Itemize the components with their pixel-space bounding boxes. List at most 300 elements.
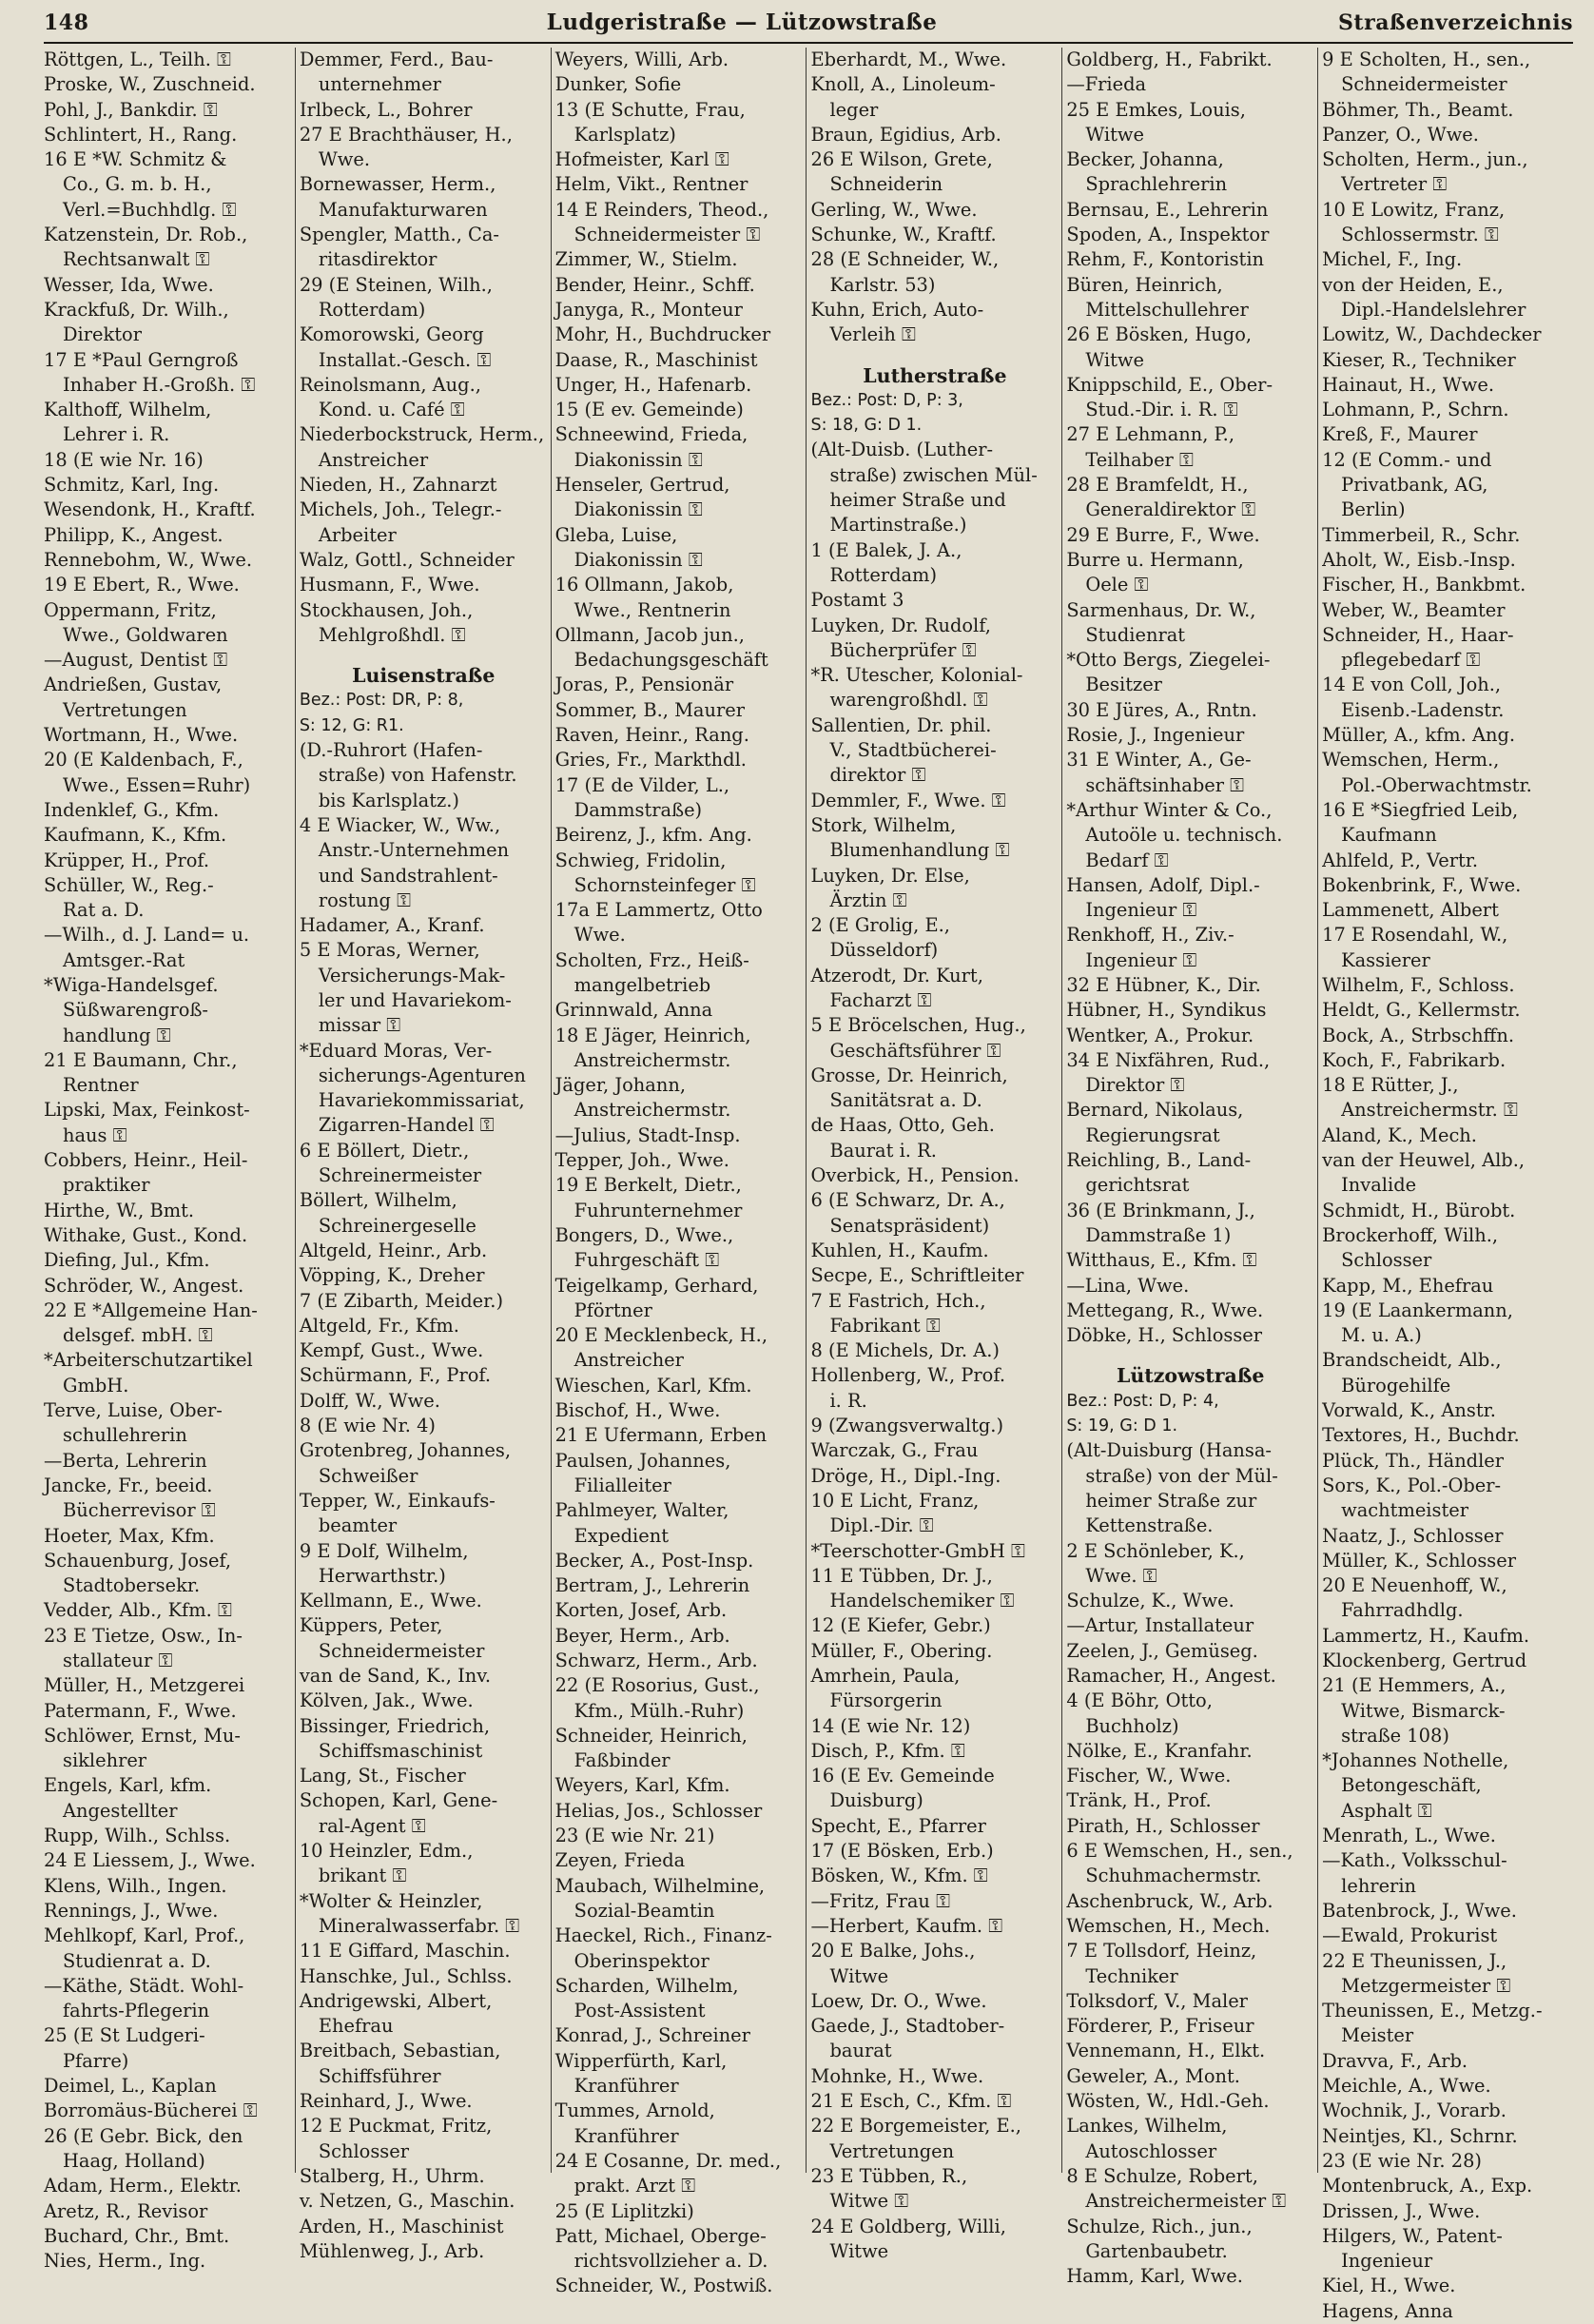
directory-entry: 5 E Bröcelschen, Hug., [810, 1014, 1026, 1037]
entry-continuation: praktiker [63, 1174, 150, 1197]
entry-continuation: Bücherprüfer ⚿ [829, 638, 977, 661]
directory-entry: Warczak, G., Frau [810, 1439, 979, 1462]
directory-entry: 2 E Schönleber, K., [1066, 1539, 1245, 1562]
directory-entry: Mettegang, R., Wwe. [1066, 1299, 1264, 1321]
directory-entry: 22 E *Allgemeine Han- [44, 1299, 258, 1321]
directory-entry: Bertram, J., Lehrerin [554, 1574, 750, 1597]
entry-continuation: bis Karlsplatz.) [318, 789, 459, 811]
directory-entry: Wemschen, Herm., [1322, 749, 1500, 771]
entry-continuation: GmbH. [63, 1374, 129, 1396]
entry-continuation: ler und Havariekom- [318, 988, 512, 1011]
directory-entry: —Julius, Stadt-Insp. [554, 1123, 741, 1146]
directory-entry: —Fritz, Frau ⚿ [810, 1889, 950, 1912]
entry-continuation: Ehefrau [318, 2015, 394, 2038]
entry-continuation: Pfarre) [63, 2049, 129, 2072]
directory-entry: 10 E Lowitz, Franz, [1322, 198, 1506, 221]
directory-entry: Pahlmeyer, Walter, [554, 1499, 729, 1522]
entry-continuation: Autoöle u. technisch. [1085, 824, 1283, 847]
entry-continuation: straße) zwischen Mül- [829, 463, 1038, 486]
directory-entry: Sommer, B., Maurer [554, 698, 745, 721]
directory-entry: Niederbockstruck, Herm., [299, 423, 545, 446]
directory-entry: Dolff, W., Wwe. [299, 1389, 440, 1412]
directory-entry: Theunissen, E., Metzg.- [1322, 2000, 1543, 2022]
directory-entry: Tepper, W., Einkaufs- [299, 1489, 496, 1512]
entry-continuation: Angestellter [63, 1799, 178, 1822]
directory-entry: Müller, K., Schlosser [1322, 1549, 1516, 1572]
directory-entry: Hamm, Karl, Wwe. [1066, 2265, 1243, 2288]
entry-continuation: Vertretungen [829, 2139, 955, 2162]
directory-entry: Braun, Egidius, Arb. [810, 123, 1001, 146]
directory-entry: Rennings, J., Wwe. [44, 1899, 219, 1922]
directory-entry: 11 E Tübben, Dr. J., [810, 1564, 993, 1587]
directory-entry: 21 (E Hemmers, A., [1322, 1674, 1507, 1697]
directory-entry: Burre u. Hermann, [1066, 548, 1244, 571]
directory-entry: Lankes, Wilhelm, [1066, 2115, 1228, 2138]
entry-continuation: Fürsorgerin [829, 1689, 943, 1712]
entry-continuation: Metzgermeister ⚿ [1341, 1974, 1511, 1997]
directory-entry: Bösken, W., Kfm. ⚿ [810, 1865, 988, 1887]
directory-entry: Hofmeister, Karl ⚿ [554, 148, 729, 171]
directory-entry: 20 E Mecklenbeck, H., [554, 1324, 768, 1347]
entry-continuation: Rat a. D. [63, 899, 145, 922]
directory-entry: 25 (E St Ludgeri- [44, 2024, 205, 2047]
directory-entry: Rennebohm, W., Wwe. [44, 548, 253, 571]
directory-entry: Korten, Josef, Arb. [554, 1599, 728, 1622]
column-1 [44, 48, 295, 2273]
entry-continuation: heimer Straße und [829, 489, 1006, 512]
directory-entry: Plück, Th., Händler [1322, 1449, 1505, 1472]
entry-continuation: Mittelschullehrer [1085, 298, 1249, 321]
directory-entry: Schmidt, H., Bürobt. [1322, 1199, 1516, 1221]
directory-entry: Wortmann, H., Wwe. [44, 724, 239, 747]
entry-continuation: Faßbinder [573, 1749, 671, 1772]
directory-entry: Pohl, J., Bankdir. ⚿ [44, 98, 218, 121]
entry-continuation: Post-Assistent [573, 2000, 706, 2022]
directory-entry: Nieden, H., Zahnarzt [299, 474, 497, 497]
directory-entry: Mehlkopf, Karl, Prof., [44, 1924, 245, 1947]
entry-continuation: Kfm., Mülh.-Ruhr) [573, 1699, 745, 1722]
directory-entry: Gries, Fr., Markthdl. [554, 749, 747, 771]
directory-entry: Hadamer, A., Kranf. [299, 914, 485, 937]
directory-entry: Hoeter, Max, Kfm. [44, 1524, 215, 1547]
entry-continuation: Fuhrgeschäft ⚿ [573, 1249, 719, 1272]
entry-continuation: Sanitätsrat a. D. [829, 1089, 982, 1112]
directory-entry: Arden, H., Maschinist [299, 2215, 504, 2237]
directory-entry: 23 E Tübben, R., [810, 2164, 968, 2187]
directory-entry: 20 E Balke, Johs., [810, 1940, 976, 1963]
entry-continuation: schäftsinhaber ⚿ [1085, 773, 1244, 796]
entry-continuation: Verl.=Buchhdlg. ⚿ [63, 198, 237, 221]
directory-entry: Philipp, K., Angest. [44, 523, 224, 546]
directory-entry: Koch, F., Fabrikarb. [1322, 1048, 1507, 1071]
directory-entry: 16 Ollmann, Jakob, [554, 574, 734, 596]
entry-continuation: Stud.-Dir. i. R. ⚿ [1085, 399, 1238, 421]
entry-continuation: Schornsteinfeger ⚿ [573, 873, 756, 896]
directory-entry: 24 E Liessem, J., Wwe. [44, 1849, 256, 1872]
directory-entry: Mohnke, H., Wwe. [810, 2064, 984, 2087]
entry-continuation: Kassierer [1341, 948, 1430, 971]
directory-entry: Schneider, W., Postwiß. [554, 2275, 773, 2297]
directory-entry: Bischof, H., Wwe. [554, 1399, 721, 1422]
directory-entry: Lammertz, H., Kaufm. [1322, 1624, 1530, 1647]
entry-continuation: Wwe., Essen=Ruhr) [63, 773, 251, 796]
directory-entry: 4 (E Böhr, Otto, [1066, 1689, 1213, 1712]
directory-entry: Raven, Heinr., Rang. [554, 724, 749, 747]
directory-entry: Becker, Johanna, [1066, 148, 1224, 171]
entry-continuation: siklehrer [63, 1749, 147, 1772]
directory-entry: 15 (E ev. Gemeinde) [554, 399, 744, 421]
entry-continuation: brikant ⚿ [318, 1865, 407, 1887]
directory-entry: Heldt, G., Kellermstr. [1322, 999, 1521, 1022]
directory-entry: Kempf, Gust., Wwe. [299, 1339, 484, 1362]
directory-entry: Kaufmann, K., Kfm. [44, 824, 227, 847]
directory-entry: Helm, Vikt., Rentner [554, 173, 748, 196]
entry-continuation: Ingenieur ⚿ [1085, 899, 1197, 922]
directory-entry: 17a E Lammertz, Otto [554, 899, 763, 922]
entry-continuation: Wwe. [573, 924, 626, 947]
entry-continuation: Eisenb.-Ladenstr. [1341, 698, 1505, 721]
directory-entry: Deimel, L., Kaplan [44, 2075, 217, 2098]
directory-entry: Menrath, L., Wwe. [1322, 1825, 1496, 1847]
directory-entry: Wemschen, H., Mech. [1066, 1914, 1271, 1937]
directory-entry: 9 (Zwangsverwaltg.) [810, 1415, 1004, 1437]
directory-entry: Wipperfürth, Karl, [554, 2049, 728, 2072]
directory-entry: Daase, R., Maschinist [554, 348, 758, 371]
directory-entry: Aretz, R., Revisor [44, 2199, 208, 2222]
directory-entry: 31 E Winter, A., Ge- [1066, 749, 1252, 771]
directory-entry: 19 E Berkelt, Dietr., [554, 1174, 742, 1197]
directory-entry: 4 E Wiacker, W., Ww., [299, 813, 501, 836]
column-6 [1317, 48, 1573, 2322]
entry-continuation: Blumenhandlung ⚿ [829, 839, 1010, 862]
directory-entry: Kellmann, E., Wwe. [299, 1590, 482, 1612]
column-2 [295, 48, 551, 2262]
directory-entry: Bock, A., Strbschffn. [1322, 1024, 1514, 1046]
directory-entry: 12 (E Kiefer, Gebr.) [810, 1614, 991, 1637]
entry-continuation: Wwe., Rentnerin [573, 598, 731, 621]
entry-continuation: Kaufmann [1341, 824, 1437, 847]
directory-entry: Michels, Joh., Telegr.- [299, 498, 502, 521]
directory-entry: Wesendonk, H., Kraftf. [44, 498, 256, 521]
directory-entry: 20 E Neuenhoff, W., [1322, 1574, 1507, 1597]
directory-entry: *R. Utescher, Kolonial- [810, 664, 1023, 687]
directory-entry: Nies, Herm., Ing. [44, 2250, 206, 2273]
directory-entry: Tolksdorf, V., Maler [1066, 1989, 1248, 2012]
directory-entry: Lohmann, P., Schrn. [1322, 399, 1509, 421]
directory-entry: 14 E von Coll, Joh., [1322, 674, 1502, 696]
entry-continuation: baurat [829, 2040, 892, 2062]
section-title: Straßenverzeichnis [1338, 10, 1573, 35]
directory-entry: Batenbrock, J., Wwe. [1322, 1899, 1517, 1922]
directory-entry: Specht, E., Pfarrer [810, 1814, 986, 1837]
directory-entry: Bender, Heinr., Schff. [554, 273, 755, 296]
entry-continuation: Studienrat a. D. [63, 1949, 211, 1972]
entry-continuation: Schneiderin [829, 173, 943, 196]
directory-entry: Loew, Dr. O., Wwe. [810, 1989, 987, 2012]
directory-entry: Panzer, O., Wwe. [1322, 123, 1479, 146]
entry-continuation: Schuhmachermstr. [1085, 1865, 1262, 1887]
directory-entry: Beirenz, J., kfm. Ang. [554, 824, 752, 847]
directory-entry: Komorowski, Georg [299, 323, 484, 346]
directory-entry: 17 (E Bösken, Erb.) [810, 1840, 994, 1863]
entry-continuation: M. u. A.) [1341, 1324, 1422, 1347]
entry-continuation: Witwe [829, 1964, 889, 1987]
spacer [1066, 1348, 1314, 1361]
directory-entry: Katzenstein, Dr. Rob., [44, 224, 248, 246]
entry-continuation: leger [829, 98, 879, 121]
directory-entry: Paulsen, Johannes, [554, 1449, 731, 1472]
directory-entry: 10 E Licht, Franz, [810, 1489, 980, 1512]
directory-entry: Döbke, H., Schlosser [1066, 1324, 1263, 1347]
entry-continuation: sicherungs-Agenturen [318, 1064, 526, 1086]
entry-continuation: Berlin) [1341, 498, 1406, 521]
street-heading: Lützowstraße [1116, 1364, 1265, 1388]
directory-entry: Altgeld, Fr., Kfm. [299, 1314, 459, 1337]
directory-entry: Vennemann, H., Elkt. [1066, 2040, 1266, 2062]
street-heading: Lutherstraße [863, 363, 1007, 387]
directory-entry: Weber, W., Beamter [1322, 598, 1506, 621]
header-rule [44, 42, 1573, 44]
directory-entry: 32 E Hübner, K., Dir. [1066, 973, 1261, 996]
entry-continuation: Betongeschäft, [1341, 1774, 1482, 1797]
directory-entry: *Teerschotter-GmbH ⚿ [810, 1539, 1025, 1562]
entry-continuation: Bücherrevisor ⚿ [63, 1499, 216, 1522]
entry-continuation: Invalide [1341, 1174, 1417, 1197]
directory-entry: Schwieg, Fridolin, [554, 849, 727, 871]
district-info: S: 19, G: D 1. [1066, 1416, 1178, 1436]
entry-continuation: Witwe, Bismarck- [1341, 1699, 1506, 1722]
directory-entry: Walz, Gottl., Schneider [299, 548, 515, 571]
directory-entry: 20 (E Kaldenbach, F., [44, 749, 243, 771]
directory-entry: —Ewald, Prokurist [1322, 1924, 1498, 1947]
entry-continuation: Schneidermeister [318, 1639, 485, 1662]
entry-continuation: Buchholz) [1085, 1714, 1179, 1737]
entry-continuation: Kranführer [573, 2075, 679, 2098]
entry-continuation: Wwe. [318, 148, 370, 171]
directory-entry: 34 E Nixfähren, Rud., [1066, 1048, 1271, 1071]
entry-continuation: Pol.-Oberwachtmstr. [1341, 773, 1532, 796]
entry-continuation: Asphalt ⚿ [1341, 1799, 1432, 1822]
entry-continuation: schullehrerin [63, 1424, 187, 1447]
entry-continuation: Anstreicher [318, 448, 429, 471]
directory-entry: Amrhein, Paula, [810, 1665, 961, 1687]
directory-entry: 22 E Theunissen, J., [1322, 1949, 1507, 1972]
directory-entry: —Herbert, Kaufm. ⚿ [810, 1914, 1002, 1937]
directory-entry: Dunker, Sofie [554, 73, 682, 96]
entry-continuation: Dipl.-Handelslehrer [1341, 298, 1526, 321]
entry-continuation: Rotterdam) [829, 563, 938, 586]
page-header [44, 10, 1573, 42]
directory-entry: Drissen, J., Wwe. [1322, 2199, 1481, 2222]
entry-continuation: Pförtner [573, 1299, 652, 1321]
directory-entry: Jäger, Johann, [554, 1074, 686, 1097]
directory-entry: Scharden, Wilhelm, [554, 1974, 739, 1997]
directory-entry: *Eduard Moras, Ver- [299, 1039, 493, 1062]
entry-continuation: Wwe. ⚿ [1085, 1564, 1157, 1587]
entry-continuation: Vertretungen [63, 698, 187, 721]
entry-continuation: Bedarf ⚿ [1085, 849, 1169, 871]
entry-continuation: Kranführer [573, 2124, 679, 2147]
directory-entry: Müller, F., Obering. [810, 1639, 993, 1662]
directory-entry: Rupp, Wilh., Schlss. [44, 1825, 231, 1847]
directory-entry: Schneider, H., Haar- [1322, 623, 1514, 646]
directory-entry: Montenbruck, A., Exp. [1322, 2175, 1533, 2197]
directory-entry: —Wilh., d. J. Land= u. [44, 924, 250, 947]
entry-continuation: haus ⚿ [63, 1123, 127, 1146]
directory-entry: —Frieda [1066, 73, 1147, 96]
directory-entry: 21 E Baumann, Chr., [44, 1048, 238, 1071]
directory-entry: Secpe, E., Schriftleiter [810, 1264, 1024, 1287]
entry-continuation: heimer Straße zur [1085, 1489, 1257, 1512]
directory-entry: Mühlenweg, J., Arb. [299, 2239, 485, 2262]
directory-entry: Breitbach, Sebastian, [299, 2040, 501, 2062]
entry-continuation: Fuhrunternehmer [573, 1199, 743, 1221]
directory-entry: Ahlfeld, P., Vertr. [1322, 849, 1479, 871]
directory-entry: Vorwald, K., Anstr. [1322, 1399, 1496, 1422]
directory-entry: Joras, P., Pensionär [554, 674, 734, 696]
directory-entry: 14 E Reinders, Theod., [554, 198, 769, 221]
directory-entry: —August, Dentist ⚿ [44, 649, 228, 672]
directory-entry: Kapp, M., Ehefrau [1322, 1274, 1494, 1297]
entry-continuation: Amtsger.-Rat [63, 948, 185, 971]
directory-entry: Spengler, Matth., Ca- [299, 224, 499, 246]
entry-continuation: Witwe [1085, 348, 1144, 371]
directory-entry: Knoll, A., Linoleum- [810, 73, 996, 96]
directory-entry: Schulze, K., Wwe. [1066, 1590, 1234, 1612]
directory-entry: Tummes, Arnold, [554, 2099, 715, 2122]
directory-entry: de Haas, Otto, Geh. [810, 1114, 995, 1137]
directory-entry: 16 (E Ev. Gemeinde [810, 1765, 995, 1787]
directory-entry: Buchard, Chr., Bmt. [44, 2224, 230, 2247]
directory-entry: Scholten, Frz., Heiß- [554, 948, 749, 971]
entry-continuation: Diakonissin ⚿ [573, 548, 703, 571]
entry-continuation: Handelschemiker ⚿ [829, 1590, 1015, 1612]
entry-continuation: Herwarthstr.) [318, 1564, 446, 1587]
directory-entry: 1 (E Balek, J. A., [810, 538, 962, 561]
entry-continuation: Lehrer i. R. [63, 423, 170, 446]
directory-entry: Disch, P., Kfm. ⚿ [810, 1739, 965, 1762]
entry-continuation: Autoschlosser [1085, 2139, 1217, 2162]
entry-continuation: Stadtobersekr. [63, 1574, 201, 1597]
directory-entry: Kuhn, Erich, Auto- [810, 298, 984, 321]
directory-entry: 28 (E Schneider, W., [810, 248, 1000, 271]
directory-entry: Beyer, Herm., Arb. [554, 1624, 730, 1647]
directory-entry: Hansen, Adolf, Dipl.- [1066, 873, 1260, 896]
entry-continuation: Geschäftsführer ⚿ [829, 1039, 1001, 1062]
directory-entry: Küppers, Peter, [299, 1614, 443, 1637]
directory-entry: Dröge, H., Dipl.-Ing. [810, 1464, 1001, 1487]
directory-entry: Schwarz, Herm., Arb. [554, 1650, 758, 1671]
directory-entry: Withake, Gust., Kond. [44, 1223, 248, 1246]
entry-continuation: Studienrat [1085, 623, 1186, 646]
entry-continuation: Fahrradhdlg. [1341, 1599, 1464, 1622]
entry-continuation: mangelbetrieb [573, 973, 711, 996]
directory-entry: 17 E *Paul Gerngroß [44, 348, 239, 371]
directory-entry: Zimmer, W., Stielm. [554, 248, 738, 271]
directory-entry: Demmer, Ferd., Bau- [299, 49, 494, 70]
directory-entry: Oppermann, Fritz, [44, 598, 217, 621]
directory-entry: Hagens, Anna [1322, 2299, 1453, 2322]
directory-entry: Timmerbeil, R., Schr. [1322, 523, 1521, 546]
directory-entry: 27 E Brachthäuser, H., [299, 123, 513, 146]
directory-entry: Stockhausen, Joh., [299, 598, 474, 621]
column-4 [806, 48, 1061, 2262]
directory-entry: Patt, Michael, Oberge- [554, 2224, 767, 2247]
directory-entry: 24 E Goldberg, Willi, [810, 2215, 1006, 2237]
directory-entry: Maubach, Wilhelmine, [554, 1874, 766, 1897]
directory-entry: Schulze, Rich., jun., [1066, 2215, 1253, 2237]
directory-entry: 7 E Tollsdorf, Heinz, [1066, 1940, 1257, 1963]
entry-continuation: Anstreichermstr. [573, 1099, 731, 1122]
entry-continuation: Witwe ⚿ [829, 2190, 909, 2213]
entry-continuation: Diakonissin ⚿ [573, 498, 703, 521]
directory-entry: Unger, H., Hafenarb. [554, 373, 752, 396]
directory-entry: —Berta, Lehrerin [44, 1449, 207, 1472]
directory-entry: 23 E Tietze, Osw., In- [44, 1624, 243, 1647]
directory-entry: Altgeld, Heinr., Arb. [299, 1239, 488, 1261]
directory-entry: 23 (E wie Nr. 28) [1322, 2149, 1482, 2172]
directory-entry: 36 (E Brinkmann, J., [1066, 1199, 1255, 1221]
directory-entry: Andrigewski, Albert, [299, 1989, 493, 2012]
directory-entry: 19 (E Laankermann, [1322, 1299, 1513, 1321]
directory-entry: Janyga, R., Monteur [554, 298, 743, 321]
entry-continuation: Baurat i. R. [829, 1139, 937, 1162]
street-heading: Luisenstraße [352, 664, 496, 688]
directory-entry: Gaede, J., Stadtober- [810, 2015, 1005, 2038]
directory-entry: Schlintert, H., Rang. [44, 123, 238, 146]
entry-continuation: Anstreicher [573, 1349, 684, 1372]
entry-continuation: Rentner [63, 1074, 139, 1097]
entry-continuation: Schneidermeister ⚿ [573, 224, 761, 246]
directory-entry: Schüller, W., Reg.- [44, 873, 214, 896]
directory-entry: Wieschen, Karl, Kfm. [554, 1374, 752, 1396]
directory-entry: Meichle, A., Wwe. [1322, 2075, 1491, 2098]
directory-entry: 29 E Burre, F., Wwe. [1066, 523, 1260, 546]
directory-entry: Cobbers, Heinr., Heil- [44, 1149, 248, 1172]
directory-entry: Diefing, Jul., Kfm. [44, 1249, 210, 1272]
directory-entry: Reinhard, J., Wwe. [299, 2090, 473, 2113]
directory-entry: von der Heiden, E., [1322, 273, 1504, 296]
directory-entry: Spoden, A., Inspektor [1066, 224, 1270, 246]
directory-entry: Rosie, J., Ingenieur [1066, 724, 1245, 747]
directory-entry: 29 (E Steinen, Wilh., [299, 273, 493, 296]
entry-continuation: Sozial-Beamtin [573, 1899, 715, 1922]
entry-continuation: ritasdirektor [318, 248, 437, 271]
directory-entry: Wesser, Ida, Wwe. [44, 273, 214, 296]
entry-continuation: Teilhaber ⚿ [1085, 448, 1194, 471]
entry-continuation: richtsvollzieher a. D. [573, 2250, 768, 2273]
directory-entry: Proske, W., Zuschneid. [44, 73, 256, 96]
directory-entry: Luyken, Dr. Else, [810, 864, 970, 887]
entry-continuation: Duisburg) [829, 1789, 923, 1812]
directory-entry: Aland, K., Mech. [1322, 1123, 1477, 1146]
directory-entry: 18 (E wie Nr. 16) [44, 448, 204, 471]
directory-entry: 21 E Ufermann, Erben [554, 1424, 768, 1447]
directory-entry: Indenklef, G., Kfm. [44, 798, 220, 821]
directory-entry: *Arbeiterschutzartikel [44, 1349, 253, 1372]
entry-continuation: wachtmeister [1341, 1499, 1468, 1522]
directory-entry: Grinnwald, Anna [554, 999, 713, 1022]
entry-continuation: unternehmer [318, 73, 441, 96]
directory-entry: Rehm, F., Kontoristin [1066, 248, 1265, 271]
directory-entry: Naatz, J., Schlosser [1322, 1524, 1504, 1547]
entry-continuation: Wwe., Goldwaren [63, 623, 228, 646]
directory-entry: Wilhelm, F., Schloss. [1322, 973, 1515, 996]
directory-entry: Helias, Jos., Schlosser [554, 1799, 763, 1822]
directory-entry: Förderer, P., Friseur [1066, 2015, 1254, 2038]
directory-entry: Teigelkamp, Gerhard, [554, 1274, 759, 1297]
directory-entry: 26 (E Gebr. Bick, den [44, 2124, 243, 2147]
